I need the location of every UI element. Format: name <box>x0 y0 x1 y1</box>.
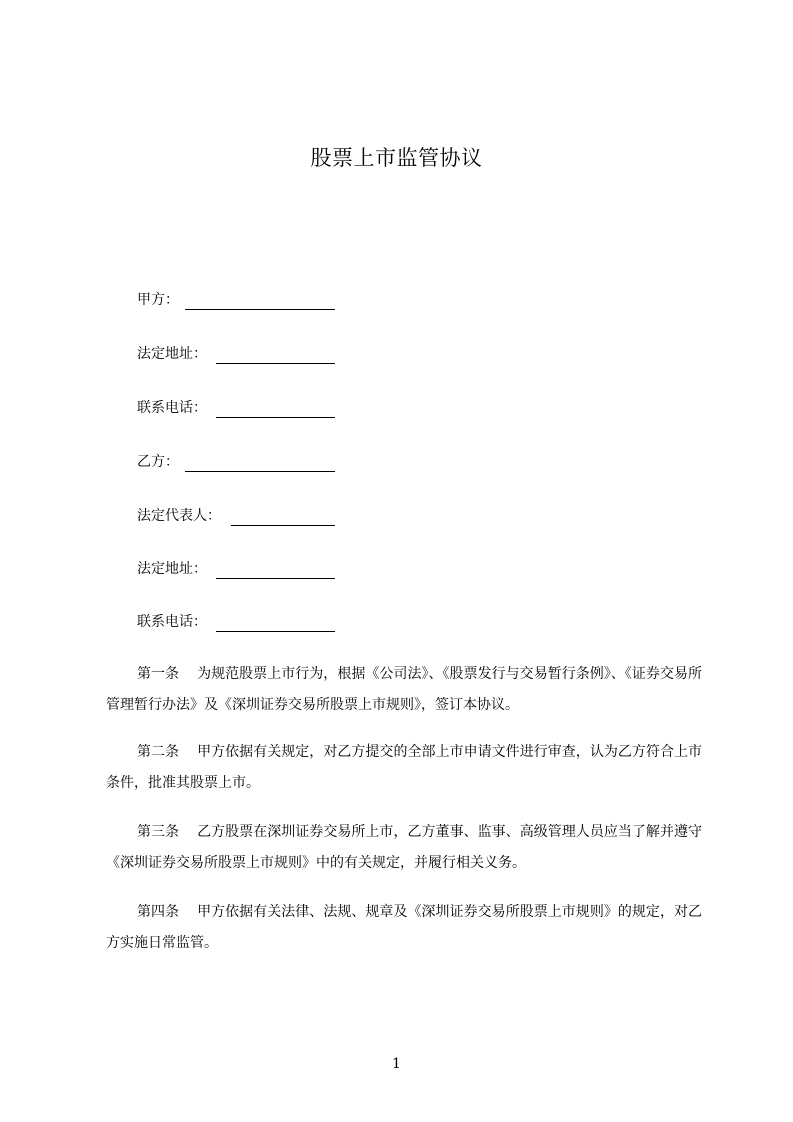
fill-in-blank <box>216 416 335 418</box>
article-number: 第二条 <box>137 744 180 760</box>
document-title: 股票上市监管协议 <box>310 146 483 170</box>
page-number: 1 <box>392 1056 401 1072</box>
article-paragraph <box>106 817 702 879</box>
party-a-address-field <box>137 345 207 363</box>
field-label: 法定地址： <box>137 346 207 362</box>
field-label: 法定代表人： <box>137 508 221 524</box>
article-paragraph <box>106 659 702 721</box>
article-text: 乙方股票在深圳证券交易所上市，乙方董事、监事、高级管理人员应当了解并遵守《深圳证券交易所股票上市规则》中的有关规定，并履行相关义务。 <box>106 824 703 871</box>
field-label: 甲方： <box>137 292 179 308</box>
party-b-representative-field <box>137 507 221 525</box>
fill-in-blank <box>185 470 335 472</box>
party-b-field <box>137 453 179 471</box>
fill-in-blank <box>185 308 335 310</box>
party-a-field <box>137 291 179 309</box>
field-label: 乙方： <box>137 454 179 470</box>
article-paragraph <box>106 897 702 959</box>
fill-in-blank <box>216 362 335 364</box>
article-paragraph <box>106 737 702 799</box>
field-label: 法定地址： <box>137 561 207 577</box>
fill-in-blank <box>231 524 335 526</box>
fill-in-blank <box>216 630 335 632</box>
party-b-address-field <box>137 560 207 578</box>
article-number: 第四条 <box>137 904 180 920</box>
party-a-phone-field <box>137 399 207 417</box>
article-number: 第三条 <box>137 824 180 840</box>
party-b-phone-field <box>137 613 207 631</box>
article-text: 甲方依据有关法律、法规、规章及《深圳证券交易所股票上市规则》的规定，对乙方实施日常监管。 <box>106 904 703 951</box>
fill-in-blank <box>216 577 335 579</box>
article-number: 第一条 <box>137 666 180 682</box>
field-label: 联系电话： <box>137 400 207 416</box>
field-label: 联系电话： <box>137 614 207 630</box>
article-text: 甲方依据有关规定，对乙方提交的全部上市申请文件进行审查，认为乙方符合上市条件，批准其股票上市。 <box>106 744 703 791</box>
article-text: 为规范股票上市行为，根据《公司法》、《股票发行与交易暂行条例》、《证券交易所管理暂行办法》及《深圳证券交易所股票上市规则》，签订本协议。 <box>106 666 703 713</box>
